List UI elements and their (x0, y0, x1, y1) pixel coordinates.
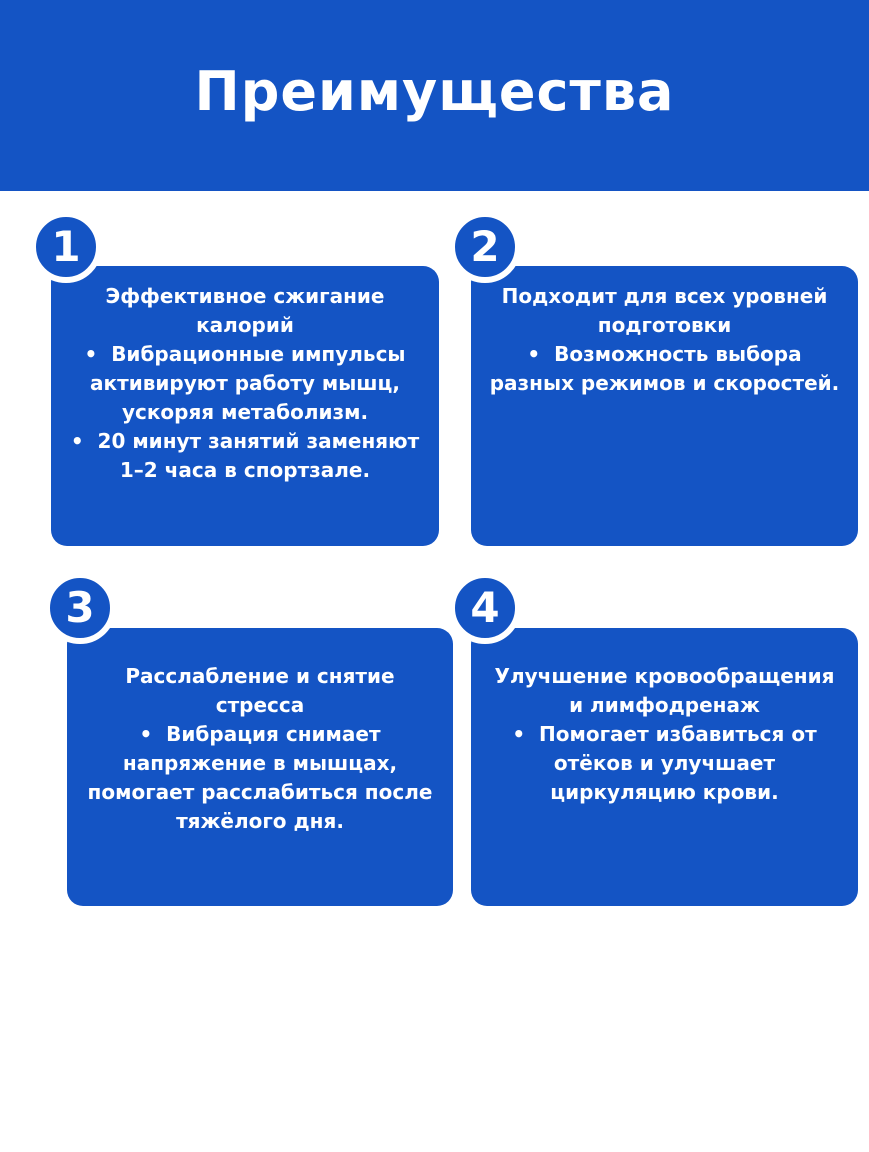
benefit-card-1 (51, 266, 439, 546)
benefit-card-points (471, 340, 858, 398)
benefit-card-3 (67, 628, 453, 906)
benefit-card-title: Улучшение кровообращения и лимфодренаж (494, 664, 835, 717)
benefit-card-points (67, 720, 453, 836)
benefit-card-2 (471, 266, 858, 546)
benefit-card-title: Расслабление и снятие стресса (125, 664, 395, 717)
benefit-point: • Возможность выбора разных режимов и скоростей. (487, 340, 842, 398)
benefit-card-title: Подходит для всех уровней подготовки (501, 284, 828, 337)
benefit-point: • 20 минут занятий заменяют 1–2 часа в спортзале. (67, 427, 423, 485)
benefit-card-points (51, 340, 439, 485)
benefit-card-title: Эффективное сжигание калорий (105, 284, 385, 337)
number-badge-3: 3 (44, 572, 116, 644)
number-badge-2: 2 (449, 211, 521, 283)
number-badge-4: 4 (449, 572, 521, 644)
page-title: Преимущества (194, 60, 675, 123)
benefit-card-4 (471, 628, 858, 906)
header-banner (0, 0, 869, 191)
number-badge-1: 1 (30, 211, 102, 283)
benefit-point: • Вибрационные импульсы активируют работу мышц, ускоряя метаболизм. (67, 340, 423, 427)
benefit-point: • Вибрация снимает напряжение в мышцах, помогает расслабиться после тяжёлого дня. (83, 720, 437, 836)
benefit-card-points (471, 720, 858, 807)
benefit-point: • Помогает избавиться от отёков и улучшает циркуляцию крови. (487, 720, 842, 807)
